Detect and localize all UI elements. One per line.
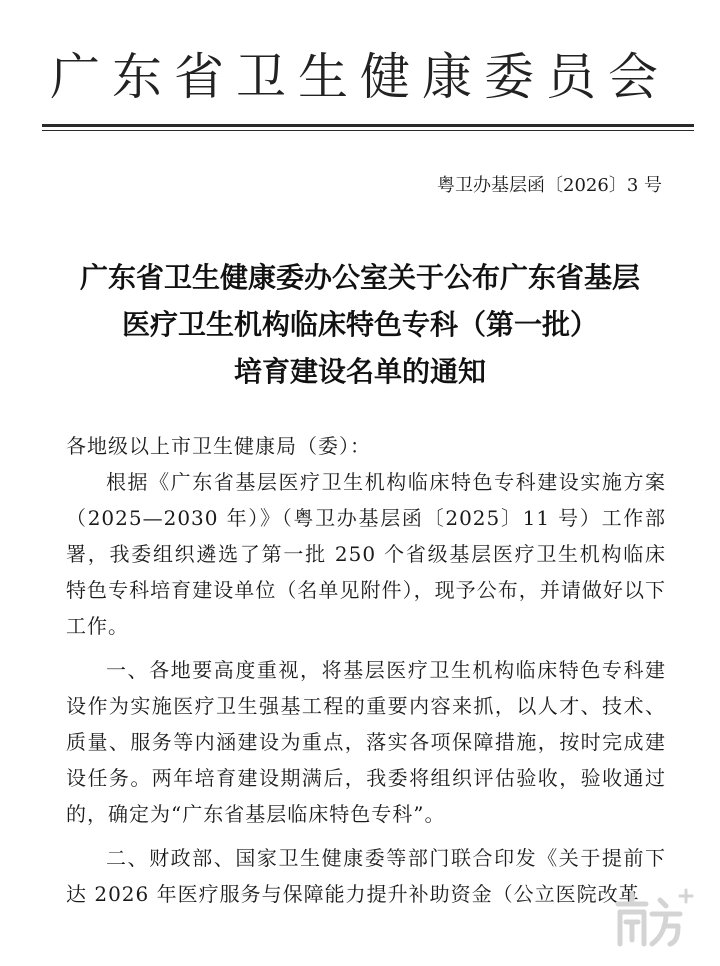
notice-title-line-1: 广东省卫生健康委办公室关于公布广东省基层 <box>79 261 640 294</box>
paragraph-intro: 根据《广东省基层医疗卫生机构临床特色专科建设实施方案（2025—2030 年）》（粤卫办基层函〔2025〕11 号）工作部署，我委组织遴选了第一批 250 个省级基层医疗卫生机构临床特色专科培育建设单位（名单见附件），现予公布，并请做好以下工作。 <box>66 470 666 638</box>
nanfang-plus-logo-icon <box>608 882 698 952</box>
agency-header-title: 广东省卫生健康委员会 <box>50 48 670 106</box>
header-divider-thin <box>42 130 694 131</box>
paragraph-item-one: 一、各地要高度重视，将基层医疗卫生机构临床特色专科建设作为实施医疗卫生强基工程的重要内容来抓，以人才、技术、质量、服务等内涵建设为重点，落实各项保障措施，按时完成建设任务。两年培育建设期满后，我委将组织评估验收，验收通过的，确定为“广东省基层临床特色专科”。 <box>66 658 666 826</box>
notice-title-line-2: 医疗卫生机构临床特色专科（第一批） <box>121 308 598 341</box>
paragraph-item-two: 二、财政部、国家卫生健康委等部门联合印发《关于提前下达 2026 年医疗服务与保障能力提升补助资金（公立医院改革 <box>66 846 666 906</box>
notice-title <box>0 254 720 395</box>
notice-body <box>66 428 666 912</box>
document-number: 粤卫办基层函〔2026〕3 号 <box>437 175 662 196</box>
salutation: 各地级以上市卫生健康局（委）： <box>66 434 371 458</box>
header-divider-thick <box>42 124 694 127</box>
notice-title-line-3: 培育建设名单的通知 <box>233 355 486 388</box>
